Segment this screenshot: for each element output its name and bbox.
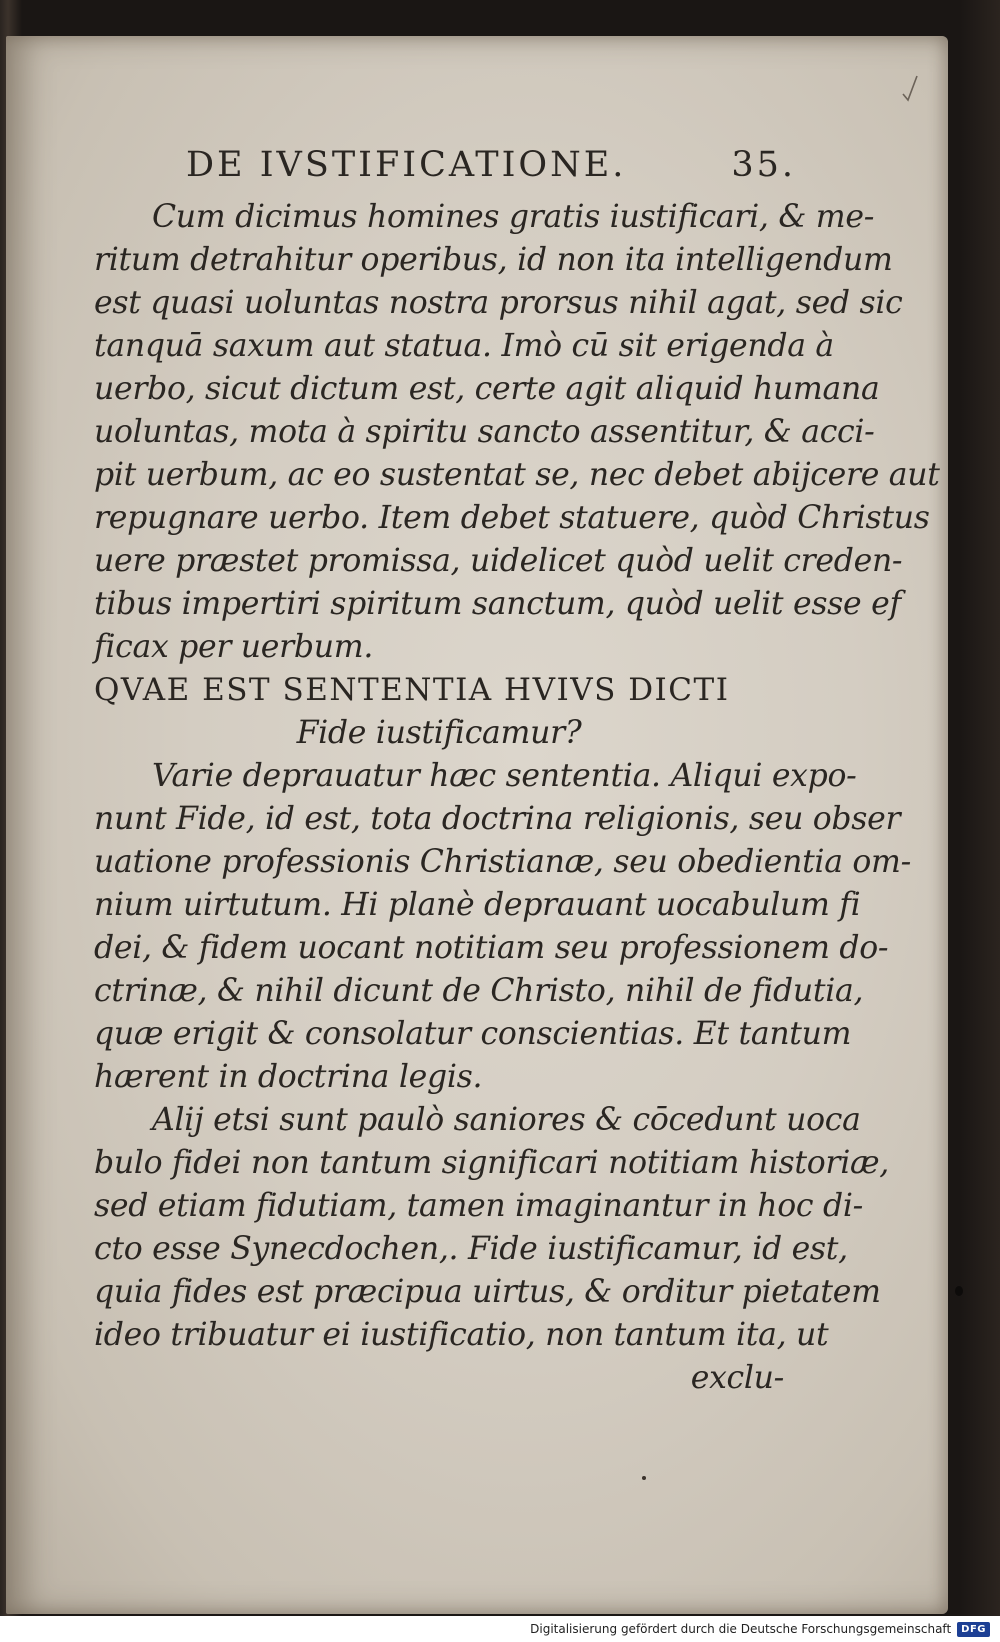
page-speck [642, 1476, 646, 1480]
text-line: tanquā saxum aut statua. Imò cū sit erigenda à [94, 328, 834, 364]
catchword: exclu- [690, 1360, 784, 1396]
dfg-logo-icon: DFG [957, 1622, 990, 1637]
paragraph-2 [94, 755, 911, 1099]
running-head-title: DE IVSTIFICATIONE. [186, 145, 627, 185]
text-line: quæ erigit & consolatur conscientias. Et tantum [94, 1016, 852, 1052]
text-line: quia fides est præcipua uirtus, & orditur pietatem [94, 1274, 881, 1310]
text-line: ficax per uerbum. [94, 629, 374, 665]
text-block [94, 144, 940, 1400]
pencil-tick-mark [901, 74, 919, 102]
running-head [186, 144, 796, 196]
text-line: cto esse Synecdochen,. Fide iustificamur, id est, [94, 1231, 848, 1267]
paragraph-3 [94, 1099, 889, 1357]
text-line: nium uirtutum. Hi planè deprauant uocabulum fi [94, 887, 861, 923]
text-line: hærent in doctrina legis. [94, 1059, 483, 1095]
digitization-credit-text: Digitalisierung gefördert durch die Deutsche Forschungsgemeinschaft [530, 1622, 952, 1636]
text-line: uerbo, sicut dictum est, certe agit aliquid humana [94, 371, 880, 407]
text-line: Varie deprauatur hæc sententia. Aliqui expo- [152, 758, 857, 794]
text-line: pit uerbum, ac eo sustentat se, nec debet abijcere aut [94, 457, 940, 493]
text-line: ideo tribuatur ei iustificatio, non tantum ita, ut [94, 1317, 829, 1353]
text-line: uere præstet promissa, uidelicet quòd uelit creden- [94, 543, 903, 579]
text-line: Alij etsi sunt paulò saniores & cōcedunt uoca [152, 1102, 861, 1138]
text-line: sed etiam fidutiam, tamen imaginantur in hoc di- [94, 1188, 863, 1224]
ink-dot [955, 1286, 963, 1296]
book-page [6, 36, 948, 1614]
text-line: est quasi uoluntas nostra prorsus nihil agat, sed sic [94, 285, 903, 321]
text-line: repugnare uerbo. Item debet statuere, quòd Christus [94, 500, 930, 536]
paragraph-1 [94, 196, 940, 669]
text-line: Cum dicimus homines gratis iustificari, & me- [152, 199, 875, 235]
question-heading-line: QVAE EST SENTENTIA HVIVS DICTI [94, 672, 730, 708]
text-line: uoluntas, mota à spiritu sancto assentitur, & acci- [94, 414, 875, 450]
question-heading [94, 669, 784, 755]
text-line: nunt Fide, id est, tota doctrina religionis, seu obser [94, 801, 901, 837]
digitization-credit-bar [0, 1616, 1000, 1642]
text-line: ritum detrahitur operibus, id non ita intelligendum [94, 242, 893, 278]
text-line: dei, & fidem uocant notitiam seu professionem do- [94, 930, 889, 966]
page-number: 35. [731, 145, 796, 185]
text-line: tibus impertiri spiritum sanctum, quòd uelit esse ef [94, 586, 901, 622]
text-line: bulo fidei non tantum significari notitiam historiæ, [94, 1145, 889, 1181]
text-line: uatione professionis Christianæ, seu obedientia om- [94, 844, 911, 880]
text-line: ctrinæ, & nihil dicunt de Christo, nihil de fidutia, [94, 973, 864, 1009]
question-heading-subline: Fide iustificamur? [296, 715, 582, 751]
